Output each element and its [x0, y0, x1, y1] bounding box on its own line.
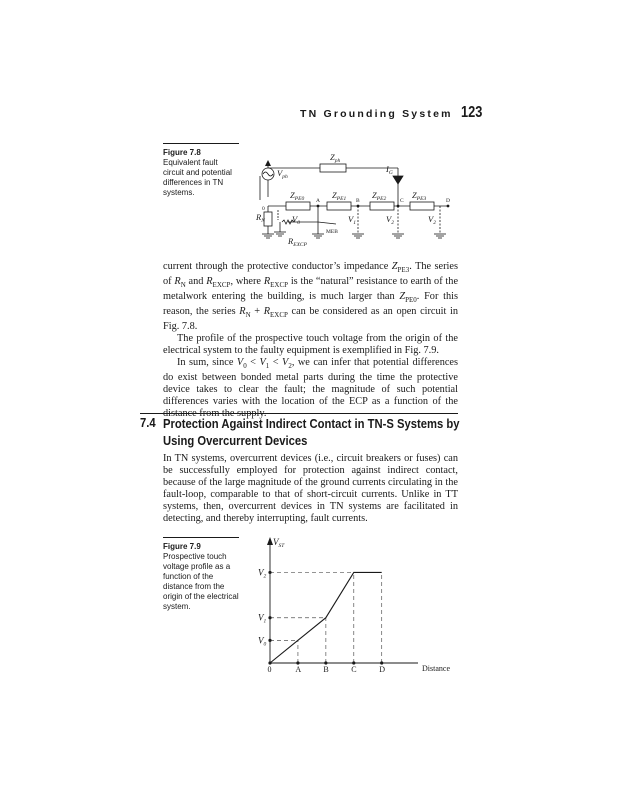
- y-tick-0: [268, 639, 271, 642]
- figure-7-8-circuit: [250, 148, 465, 250]
- label-v3: $V_2$: [428, 214, 436, 226]
- label-vph: $V_{ph}$: [277, 168, 288, 180]
- body-text-section: [163, 453, 458, 525]
- x-tick-label-B: B: [323, 665, 329, 674]
- section-title: Protection Against Indirect Contact in TN-S Systems by Using Overcurrent Devices: [163, 417, 460, 448]
- node-b: B: [356, 198, 360, 204]
- label-ig: $I_G$: [386, 164, 393, 176]
- paragraph-3: In sum, since $V_0 < V_1 < V_2$, we can infer that potential differences do exist between bonded metal parts during the time the protective device takes to clear the fault; the magnitude of such potential differences varies with the location of the ECP as a function of the: [163, 357, 458, 408]
- section-paragraph: In TN systems, overcurrent devices (i.e., circuit breakers or fuses) can be successfully employed for protection against indirect contact, because of the large magnitude of the ground currents circulating in the fault-loop, comparable to that of short-circuit currents. Unlike in TT systems, then, overcurrent devices in TN systems are facilitated in detecting, and thereby interrupting, fault currents.: [163, 453, 458, 524]
- x-tick-label-A: A: [295, 665, 302, 674]
- label-meb: MEB: [326, 229, 338, 235]
- node-d: D: [446, 198, 450, 204]
- figure-7-8-label: Figure 7.8: [163, 148, 201, 157]
- running-title: TN Grounding System: [300, 108, 453, 120]
- figure-7-9-chart: [255, 535, 460, 680]
- section-rule: [140, 413, 458, 414]
- x-tick-label-D: D: [379, 665, 385, 674]
- figure-7-8-caption-text: Equivalent fault circuit and potential differences in TN systems.: [163, 158, 232, 197]
- label-v1: $V_1$: [348, 214, 356, 226]
- figure-7-9-caption: [163, 537, 239, 612]
- zpe0-resistor: [286, 202, 310, 210]
- figure-7-9-label: Figure 7.9: [163, 542, 201, 551]
- paragraph-1: current through the protective conductor’s impedance $Z_{PE3}$. The series of $R_N$ and $R_{EXCP}$, where $R_{EXCP}$ is the “natural” resistance to earth of the metalwork entering the building, is much larger than $Z_{PE0}$. For this reason, the series $R_N + R_{EXCP}$ can be considered as an open circuit in Fig. 7.8.: [163, 261, 459, 333]
- label-zpe0: $Z_{PE0}$: [290, 190, 305, 202]
- node-0: 0: [262, 206, 265, 212]
- zph-resistor: [320, 164, 346, 172]
- label-zpe2: $Z_{PE2}$: [372, 190, 387, 202]
- body-text-top: [163, 261, 458, 420]
- running-header: [0, 104, 617, 128]
- y-tick-1: [268, 616, 271, 619]
- y-tick-label-2: $V_2$: [258, 567, 267, 580]
- label-rn: $R_N$: [256, 212, 265, 224]
- zpe2-resistor: [370, 202, 394, 210]
- paragraph-2: The profile of the prospective touch voltage from the origin of the electrical system to the faulty equipment is exemplified in Fig. 7.9.: [163, 333, 458, 357]
- y-tick-2: [268, 571, 271, 574]
- label-zph: $Z_{ph}$: [330, 152, 341, 164]
- x-axis-label: Distance: [422, 664, 450, 673]
- zpe1-resistor: [327, 202, 351, 210]
- figure-7-9-caption-text: Prospective touch voltage profile as a function of the distance from the origin of the electrical system.: [163, 552, 239, 611]
- zpe3-resistor: [410, 202, 434, 210]
- x-tick-label-C: C: [351, 665, 357, 674]
- node-a: A: [316, 198, 320, 204]
- label-zpe3: $Z_{PE3}$: [412, 190, 427, 202]
- fault-arrow: [393, 176, 403, 184]
- label-v2: $V_2$: [386, 214, 394, 226]
- label-v0: $V_0$: [292, 214, 300, 226]
- y-tick-label-0: $V_0$: [258, 635, 267, 648]
- label-zpe1: $Z_{PE1}$: [332, 190, 347, 202]
- section-number: 7.4: [140, 416, 156, 430]
- page-number: 123: [461, 104, 483, 121]
- x-tick-label-0: 0: [267, 665, 272, 674]
- rn-resistor: [264, 212, 272, 226]
- node-c: C: [400, 198, 404, 204]
- label-rexcp: $R_{EXCP}$: [288, 236, 307, 248]
- figure-7-8-caption: [163, 143, 239, 198]
- y-axis-label: $V_{ST}$: [273, 537, 285, 549]
- y-tick-label-1: $V_1$: [258, 612, 267, 625]
